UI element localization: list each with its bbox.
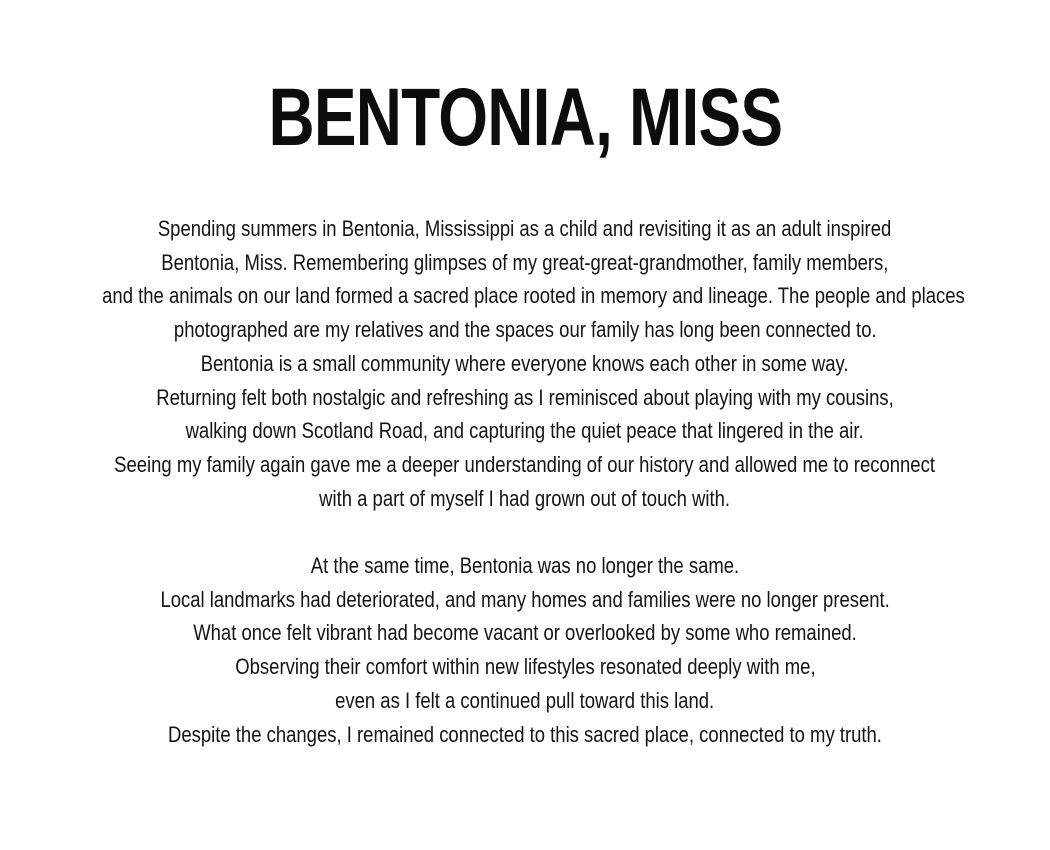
- statement-line: with a part of myself I had grown out of touch with.: [319, 485, 731, 511]
- statement-line: and the animals on our land formed a sacred place rooted in memory and lineage. The people and places: [102, 283, 965, 309]
- statement-line: What once felt vibrant had become vacant or overlooked by some who remained.: [193, 620, 857, 646]
- statement-line: At the same time, Bentonia was no longer the same.: [310, 553, 740, 579]
- statement-line: Bentonia is a small community where everyone knows each other in some way.: [201, 350, 849, 376]
- statement-line: Bentonia, Miss. Remembering glimpses of my great-great-grandmother, family members,: [161, 249, 889, 275]
- page-title: [0, 70, 1050, 166]
- statement-line: Seeing my family again gave me a deeper understanding of our history and allowed me to reconnect: [114, 451, 936, 477]
- paragraph-gap: [20, 515, 1030, 549]
- statement-line: even as I felt a continued pull toward this land.: [335, 687, 715, 713]
- statement-paragraph-1: [20, 212, 1030, 515]
- statement-line: Local landmarks had deteriorated, and many homes and families were no longer present.: [160, 586, 890, 612]
- statement-paragraph-2: [20, 549, 1030, 751]
- statement-line: photographed are my relatives and the spaces our family has long been connected to.: [173, 317, 877, 343]
- statement-line: Spending summers in Bentonia, Mississippi as a child and revisiting it as an adult inspired: [158, 216, 892, 241]
- statement-line: Returning felt both nostalgic and refreshing as I reminisced about playing with my cousins,: [156, 384, 894, 410]
- statement-line: walking down Scotland Road, and capturing the quiet peace that lingered in the air.: [185, 418, 865, 444]
- statement-line: Despite the changes, I remained connected to this sacred place, connected to my truth.: [168, 721, 882, 747]
- statement-body: [20, 212, 1030, 751]
- page-title-text: BENTONIA, MISS: [268, 72, 782, 163]
- statement-line: Observing their comfort within new lifestyles resonated deeply with me,: [234, 654, 816, 680]
